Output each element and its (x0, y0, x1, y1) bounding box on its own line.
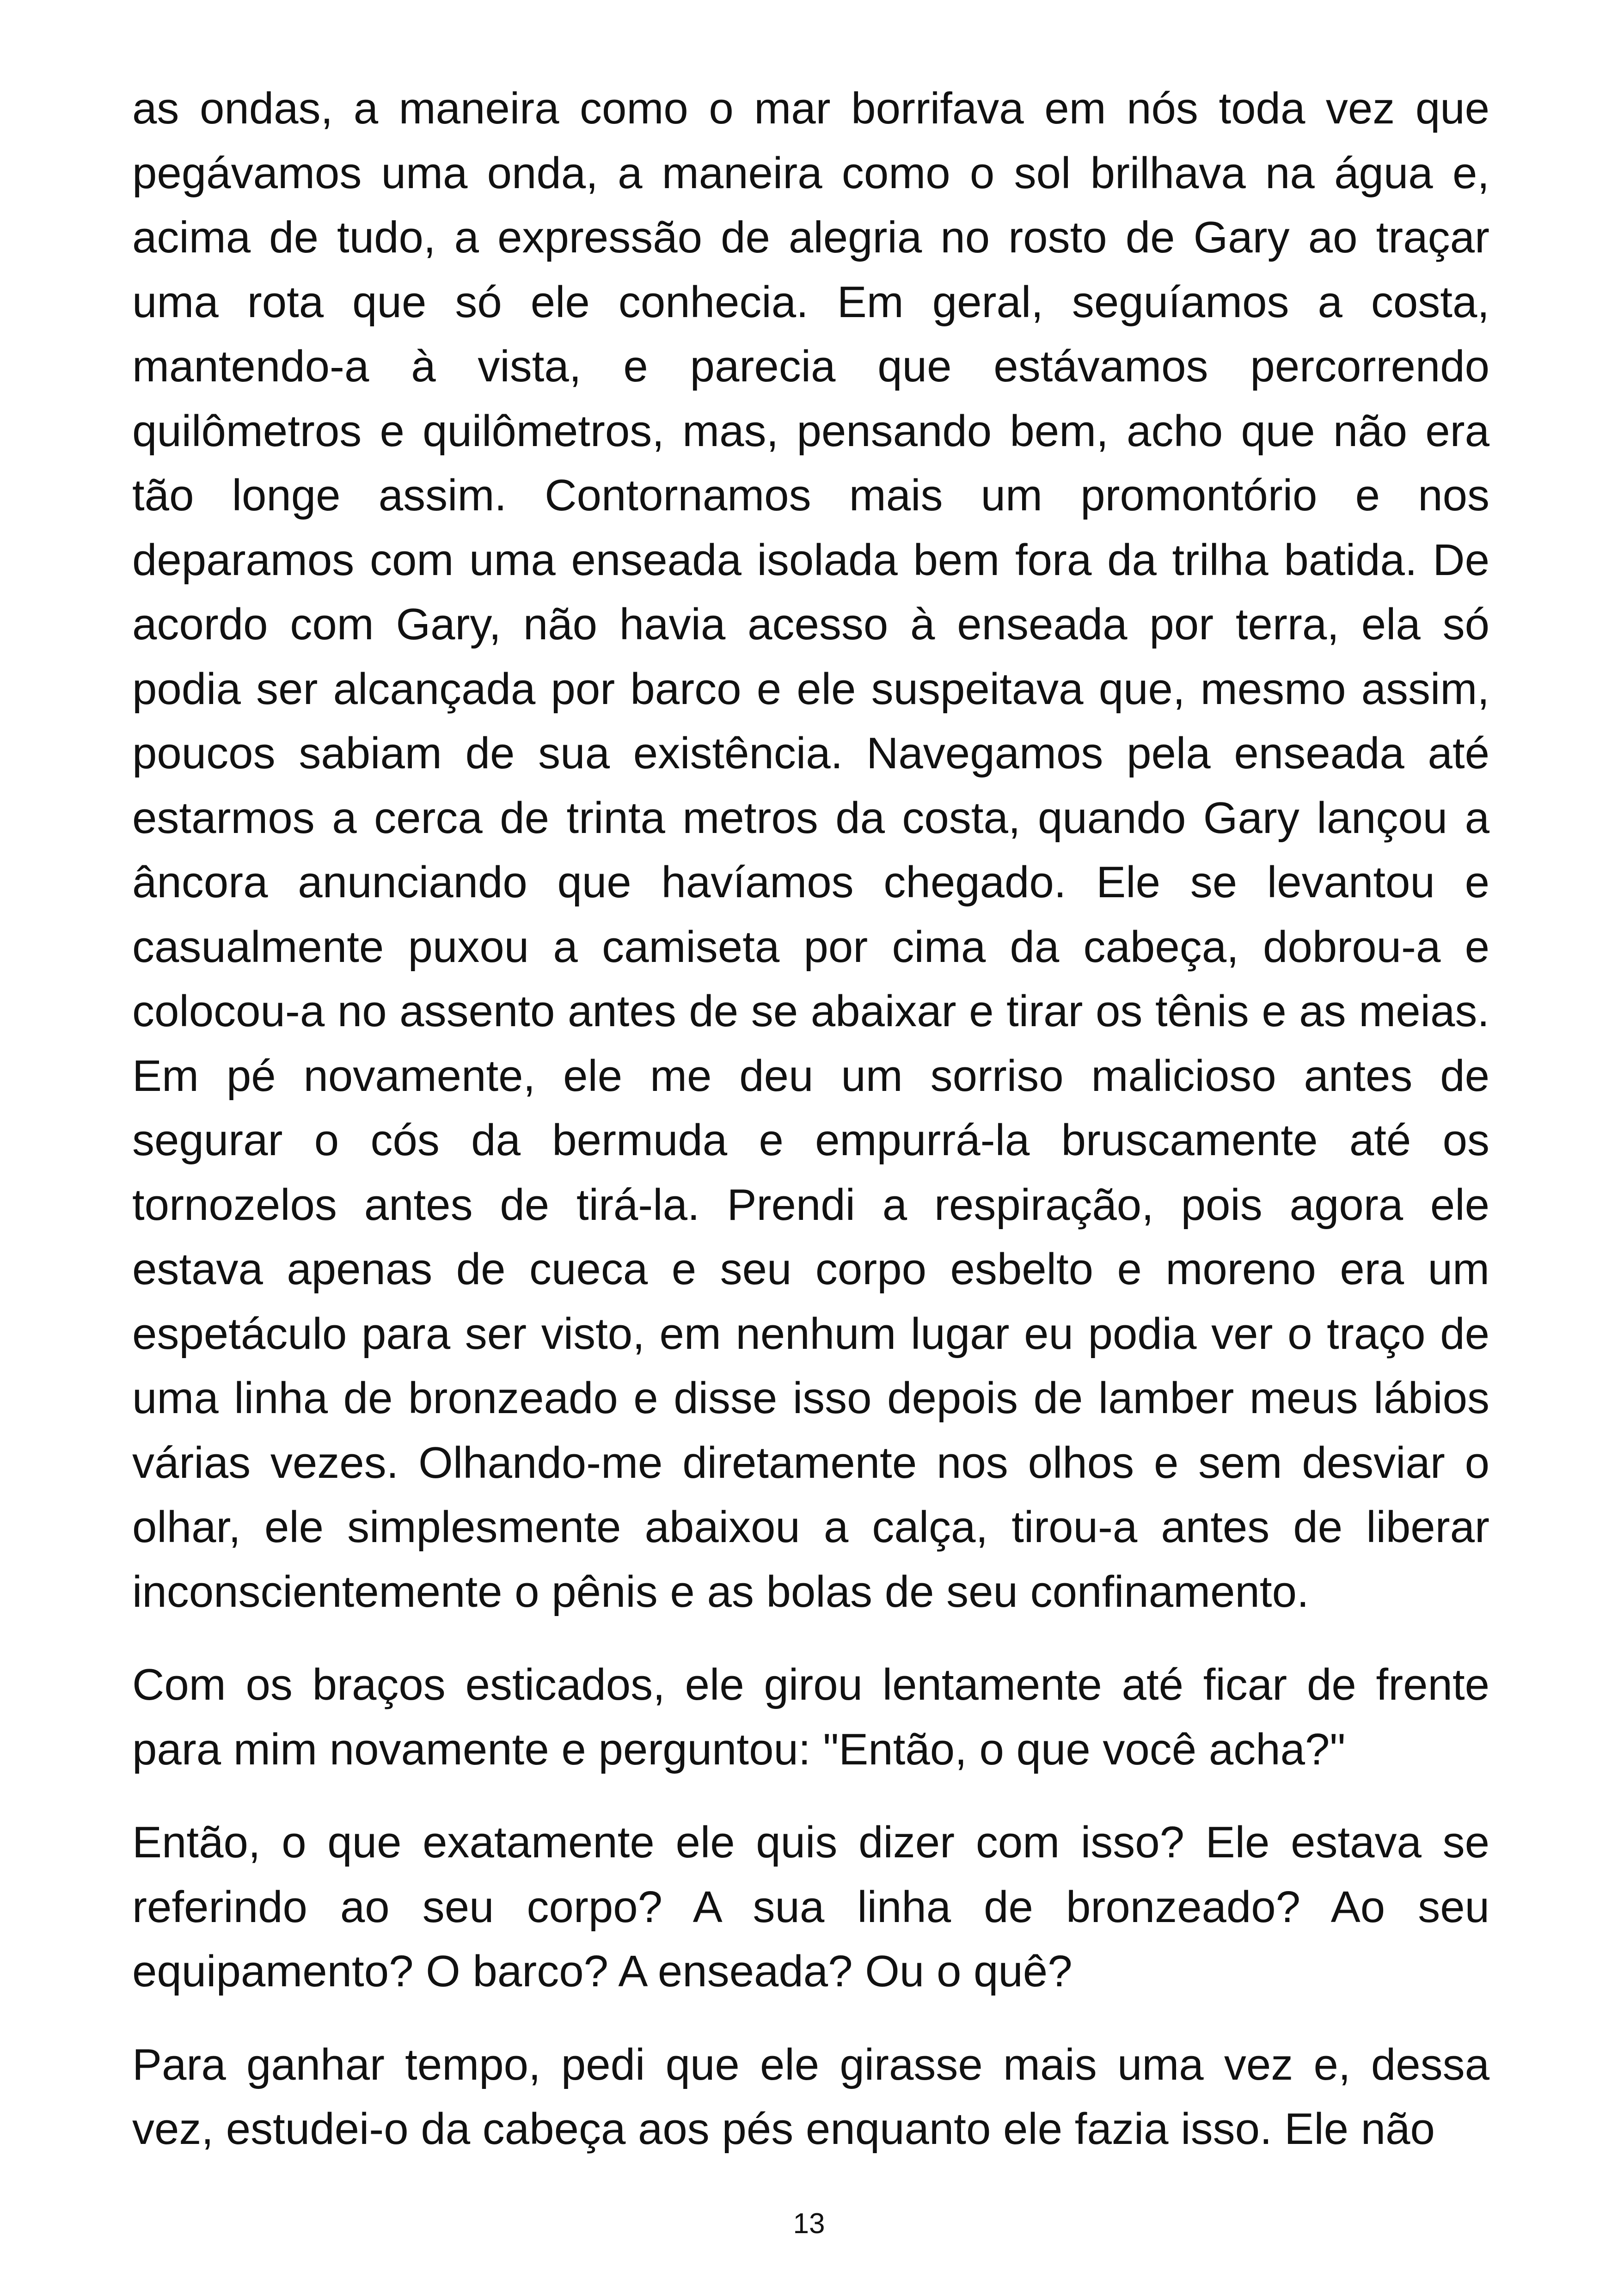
paragraph-4: Para ganhar tempo, pedi que ele girasse mais uma vez e, dessa vez, estudei-o da cabeça aos pés enquanto ele fazia isso. Ele não (132, 2039, 1489, 2154)
paragraph-3: Então, o que exatamente ele quis dizer com isso? Ele estava se referindo ao seu corpo? A sua linha de bronzeado? Ao seu equipamento? O barco? A enseada? Ou o quê? (132, 1818, 1489, 1996)
body-text (132, 76, 1489, 2161)
page-number: 13 (793, 2208, 825, 2240)
paragraph-2: Com os braços esticados, ele girou lentamente até ficar de frente para mim novamente e perguntou: "Então, o que você acha?" (132, 1660, 1489, 1774)
paragraph-1: as ondas, a maneira como o mar borrifava em nós toda vez que pegávamos uma onda, a maneira como o sol brilhava na água e, acima de tudo, a expressão de alegria no rosto de Gary ao traçar uma rota que só ele conhecia. Em geral, seguíamos a costa, mantendo-a à vista, e parecia que estávamos percorrendo quilômetros e quilômetros, mas, pensando bem, acho que não era tão longe assim. Contornamos mais um promontório e nos deparamos com uma enseada isolada bem fora da trilha batida. De acordo com Gary, não havia acesso à enseada por terra, ela só podia ser alcançada por barco e ele suspeitava que, mesmo assim, poucos sabiam de sua existência. Navegamos pela enseada até estarmos a cerca de trinta metros da costa, quando Gary lançou a âncora anunciando que havíamos chegado. Ele se levantou e casualmente puxou a camiseta por cima da cabeça, dobrou-a e colocou-a no assento antes de se abaixar e tirar os tênis e as meias. Em pé novamente, ele me deu um sorriso malicioso antes de segurar o cós da bermuda e empurrá-la bruscamente até os tornozelos antes de tirá-la. Prendi a respiração, pois agora ele estava apenas de cueca e seu corpo esbelto e moreno era um espetáculo para ser visto, em nenhum lugar eu podia ver o traço de uma linha de bronzeado e disse isso depois de lamber meus lábios várias vezes. Olhando-me diretamente nos olhos e sem desviar o olhar, ele simplesmente abaixou a calça, tirou-a antes de liberar inconscientemente o pênis e as bolas de seu confinamento. (132, 84, 1489, 1616)
